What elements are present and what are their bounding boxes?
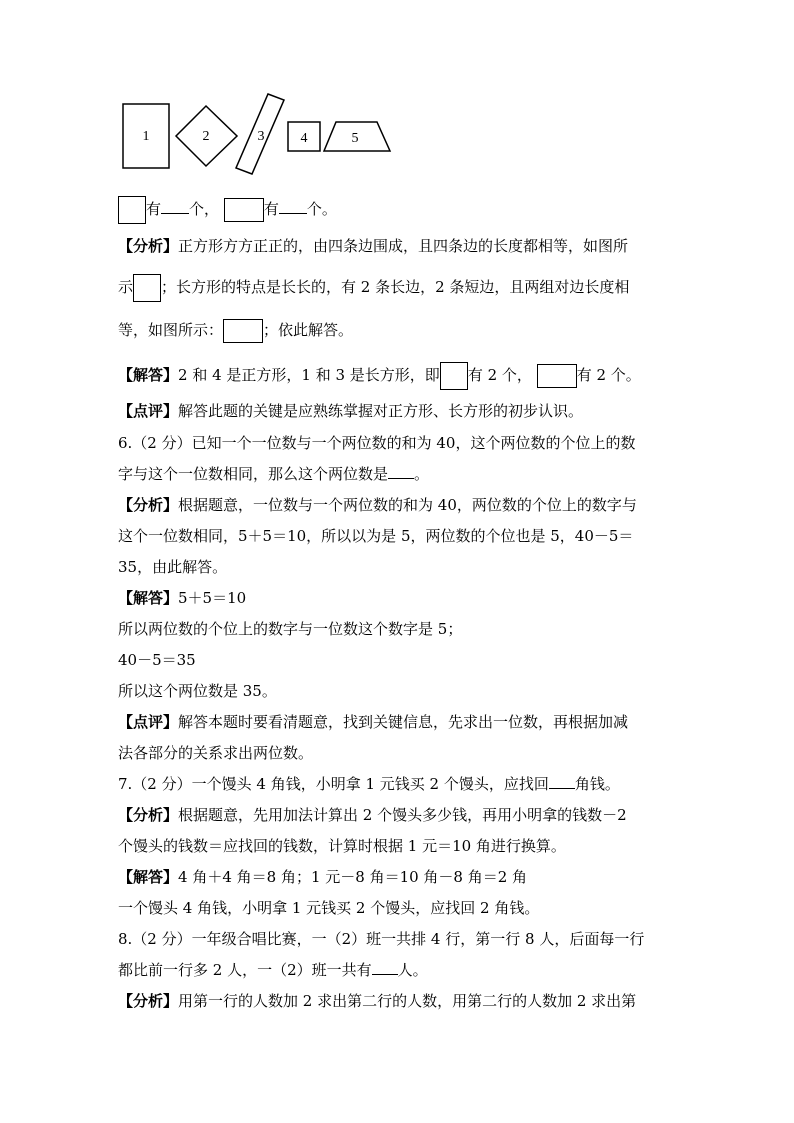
question-8-line-2: 都比前一行多 2 人，一（2）班一共有 人。: [118, 961, 428, 979]
square-symbol: [440, 362, 468, 390]
answer-blank: [161, 212, 189, 214]
rectangle-symbol: [223, 319, 263, 343]
rectangle-symbol: [537, 364, 577, 388]
shape-3-rectangle-rotated: [236, 94, 284, 174]
shape-4-square: [288, 122, 320, 151]
solution-6-line-3: 40－5＝35: [118, 651, 196, 669]
rectangle-symbol: [224, 198, 264, 222]
analysis-7-line-1: 【分析】根据题意，先用加法计算出 2 个馒头多少钱，再用小明拿的钱数－2: [118, 806, 627, 824]
analysis-6-line-2: 这个一位数相同，5＋5＝10，所以以为是 5，两位数的个位也是 5，40－5＝: [118, 527, 634, 545]
square-symbol: [133, 274, 161, 302]
answer-blank: [372, 973, 398, 975]
comment-6-line-2: 法各部分的关系求出两位数。: [118, 744, 314, 762]
answer-blank: [279, 212, 307, 214]
analysis-6-line-3: 35，由此解答。: [118, 558, 228, 576]
question-7: 7.（2 分）一个馒头 4 角钱，小明拿 1 元钱买 2 个馒头，应找回 角钱。: [118, 775, 620, 793]
solution-1: 【解答】2 和 4 是正方形，1 和 3 是长方形，即 有 2 个， 有 2 个。: [118, 362, 641, 390]
shape-5-label: 5: [351, 131, 359, 146]
question-6-line-1: 6.（2 分）已知一个一位数与一个两位数的和为 40，这个两位数的个位上的数: [118, 434, 636, 452]
shape-4-label: 4: [300, 131, 308, 146]
analysis-1-line-3: 等，如图所示： ；依此解答。: [118, 319, 353, 343]
question-6-line-2: 字与这个一位数相同，那么这个两位数是 。: [118, 465, 430, 483]
analysis-1-line-2: 示 ；长方形的特点是长长的，有 2 条长边，2 条短边，且两组对边长度相: [118, 274, 629, 302]
comment-1: 【点评】解答此题的关键是应熟练掌握对正方形、长方形的初步认识。: [118, 402, 584, 420]
shape-2-label: 2: [202, 129, 210, 144]
question-8-line-1: 8.（2 分）一年级合唱比赛，一（2）班一共排 4 行，第一行 8 人，后面每一行: [118, 930, 645, 948]
comment-6-line-1: 【点评】解答本题时要看清题意，找到关键信息，先求出一位数，再根据加减: [118, 713, 629, 731]
solution-7-line-1: 【解答】4 角＋4 角＝8 角；1 元－8 角＝10 角－8 角＝2 角: [118, 868, 528, 886]
analysis-1-line-1: 【分析】正方形方方正正的，由四条边围成，且四条边的长度都相等，如图所: [118, 237, 629, 255]
solution-6-line-1: 【解答】5＋5＝10: [118, 589, 247, 607]
solution-6-line-2: 所以两位数的个位上的数字与一位数这个数字是 5；: [118, 620, 463, 638]
solution-6-line-4: 所以这个两位数是 35。: [118, 682, 277, 700]
shape-1-rectangle: [123, 104, 169, 168]
shapes-figure: [118, 92, 408, 178]
square-symbol: [118, 196, 146, 224]
analysis-8-line-1: 【分析】用第一行的人数加 2 求出第二行的人数，用第二行的人数加 2 求出第: [118, 992, 637, 1010]
answer-blank: [388, 477, 414, 479]
fill-in-line: 有 个， 有 个。: [118, 196, 337, 224]
analysis-6-line-1: 【分析】根据题意，一位数与一个两位数的和为 40，两位数的个位上的数字与: [118, 496, 637, 514]
analysis-7-line-2: 个馒头的钱数＝应找回的钱数，计算时根据 1 元＝10 角进行换算。: [118, 837, 566, 855]
shape-3-label: 3: [257, 129, 265, 144]
shape-2-square-rotated: [176, 106, 237, 166]
shape-5-trapezoid: [324, 122, 390, 151]
shape-1-label: 1: [142, 129, 150, 144]
solution-7-line-2: 一个馒头 4 角钱，小明拿 1 元钱买 2 个馒头，应找回 2 角钱。: [118, 899, 540, 917]
answer-blank: [549, 787, 575, 789]
